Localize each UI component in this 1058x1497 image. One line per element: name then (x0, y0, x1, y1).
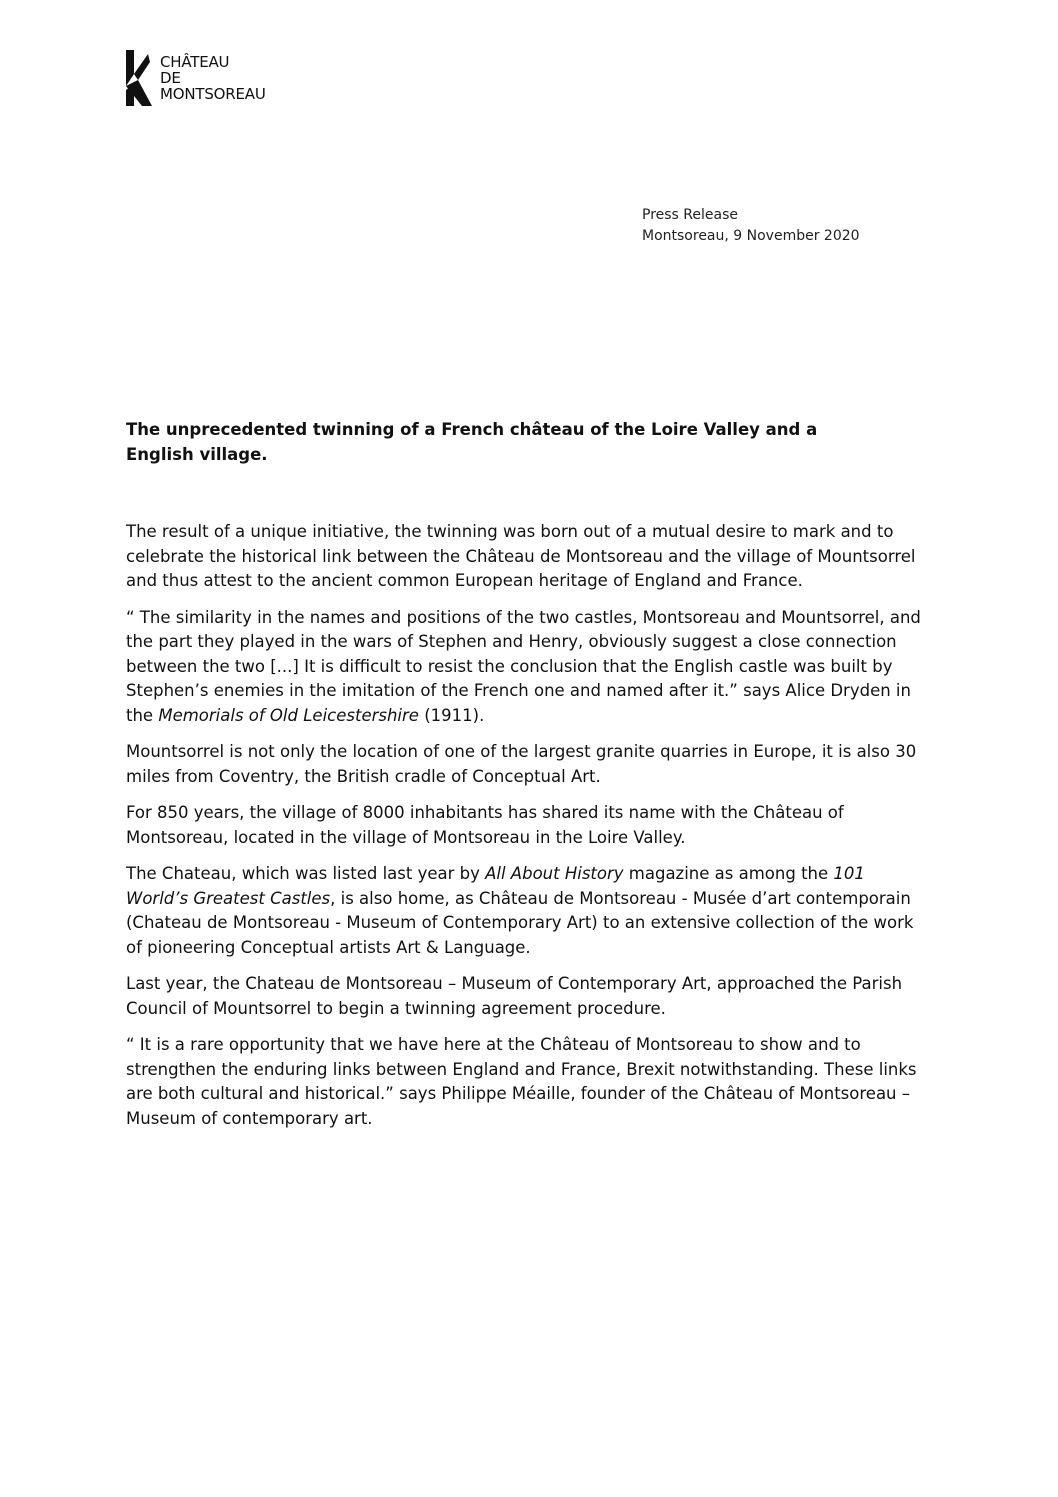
place-and-date: Montsoreau, 9 November 2020 (642, 228, 860, 244)
logo-line-3: MONTSOREAU (160, 85, 266, 103)
paragraph-meaille-quote: “ It is a rare opportunity that we have here at the Château of Montsoreau to show and to strengthen the enduring links between England and France, Brexit notwithstanding. These links are both cultural and historical.” says Philippe Méaille, founder of the Château of Montsoreau – Museum of contemporary art. (126, 1035, 917, 1128)
paragraph-850-years: For 850 years, the village of 8000 inhabitants has shared its name with the Château of Montsoreau, located in the village of Montsoreau in the Loire Valley. (126, 803, 844, 847)
headline: The unprecedented twinning of a French château of the Loire Valley and a English village. (126, 420, 818, 464)
paragraph-intro: The result of a unique initiative, the twinning was born out of a mutual desire to mark and to celebrate the historical link between the Château de Montsoreau and the village of Mountsorrel and thus attest to the ancient common European heritage of England and France. (126, 522, 916, 590)
magazine-title: All About History (485, 864, 624, 883)
chateau-de-montsoreau-logo (126, 50, 266, 106)
press-release-meta (642, 205, 860, 247)
listing-text-b: magazine as among the (623, 864, 834, 883)
press-release-body (126, 520, 926, 1143)
paragraph-mountsorrel: Mountsorrel is not only the location of one of the largest granite quarries in Europe, it is also 30 miles from Coventry, the British cradle of Conceptual Art. (126, 742, 917, 786)
listing-text-c: , is also home, as Château de Montsoreau - Musée d’art contemporain (Chateau de Montsoreau - Museum of Contemporary Art) to an extensive collection of the work of pioneering Conceptual artists Art & Language. (126, 888, 914, 957)
document-type: Press Release (642, 207, 738, 223)
castles-list-title: 101 World’s Greatest Castles (126, 864, 865, 908)
quote-year: (1911). (418, 705, 485, 725)
listing-text-a: The Chateau, which was listed last year by (126, 864, 486, 883)
logo-wordmark (160, 54, 266, 102)
logo-line-2: DE (160, 69, 181, 87)
paragraph-chateau-listing (126, 862, 926, 960)
quote-text: “ The similarity in the names and positions of the two castles, Montsoreau and Mountsorrel, and the part they played in the wars of Stephen and Henry, obviously suggest a close connection between the two [...] It is difficult to resist the conclusion that the English castle was built by Stephen’s enemies in the imitation of the French one and named after it.” says Alice Dryden in the (126, 607, 921, 725)
logo-mark-icon (126, 50, 156, 106)
paragraph-dryden-quote (126, 606, 926, 729)
book-title: Memorials of Old Leicestershire (158, 705, 419, 725)
logo-line-1: CHÂTEAU (160, 53, 230, 71)
paragraph-twinning-procedure: Last year, the Chateau de Montsoreau – Museum of Contemporary Art, approached the Parish Council of Mountsorrel to begin a twinning agreement procedure. (126, 974, 903, 1018)
